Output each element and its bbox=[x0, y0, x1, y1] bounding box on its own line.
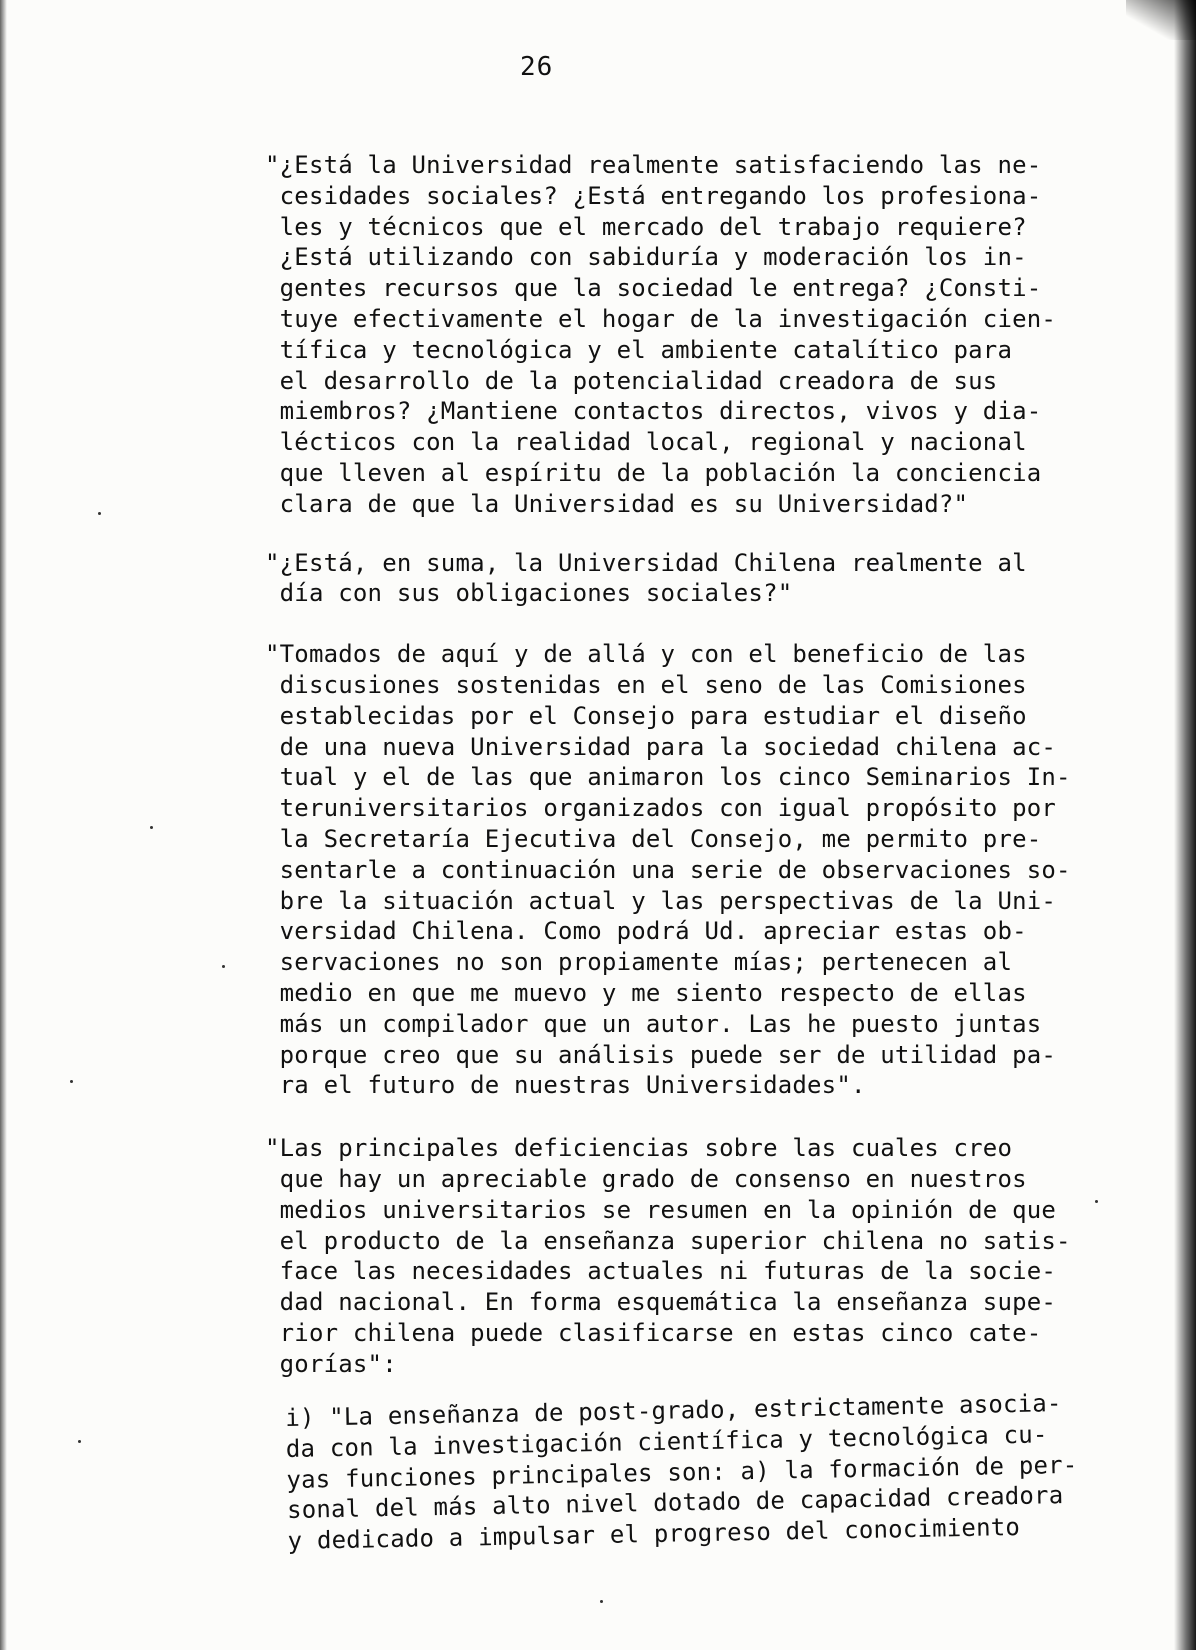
paragraph-quote-university-questions: "¿Está la Universidad realmente satisfaciendo las ne- cesidades sociales? ¿Está entregando los profesiona- les y técnicos que el mercado del trabajo requiere? ¿Está utilizando con sabiduría y moderación los in- gentes recursos que la sociedad le entrega? ¿Consti- tuye efectivamente el hogar de la investigación cien- tífica y tecnológica y el ambiente catalítico para el desarrollo de la potencialidad creadora de sus miembros? ¿Mantiene contactos directos, vivos y dia- lécticos con la realidad local, regional y nacional que lleven al espíritu de la población la conciencia clara de que la Universidad es su Universidad?" bbox=[265, 151, 1057, 518]
paragraph-quote-deficiencies: "Las principales deficiencias sobre las cuales creo que hay un apreciable grado de consenso en nuestros medios universitarios se resumen en la opinión de que el producto de la enseñanza superior chilena no satis- face las necesidades actuales ni futuras de la socie- dad nacional. En forma esquemática la enseñanza supe- rior chilena puede clasificarse en estas cinco cate- gorías": bbox=[265, 1134, 1071, 1378]
page-number: 26 bbox=[520, 52, 554, 82]
paragraph-quote-observations: "Tomados de aquí y de allá y con el beneficio de las discusiones sostenidas en el seno de las Comisiones establecidas por el Consejo para estudiar el diseño de una nueva Universidad para la sociedad chilena ac- tual y el de las que animaron los cinco Seminarios In- teruniversitarios organizados con igual propósito por la Secretaría Ejecutiva del Consejo, me permito pre- sentarle a continuación una serie de observaciones so- bre la situación actual y las perspectivas de la Uni- versidad Chilena. Como podrá Ud. apreciar estas ob- servaciones no son propiamente mías; pertenecen al medio en que me muevo y me siento respecto de ellas más un compilador que un autor. Las he puesto juntas porque creo que su análisis puede ser de utilidad pa- ra el futuro de nuestras Universidades". bbox=[265, 640, 1071, 1100]
scan-left-shadow bbox=[0, 0, 7, 1650]
scan-speck bbox=[70, 1080, 73, 1083]
scan-corner-shadow bbox=[1126, 0, 1196, 40]
scan-speck bbox=[150, 826, 153, 829]
scan-speck bbox=[98, 512, 101, 515]
scan-speck bbox=[222, 965, 225, 968]
scan-right-shadow bbox=[1174, 0, 1196, 1650]
scan-speck bbox=[1095, 1200, 1098, 1203]
paragraph-list-item-postgraduate: i) "La enseñanza de post-grado, estrictamente asocia- da con la investigación científica y tecnológica cu- yas funciones principales son: a) la formación de per- sonal del más alto nivel dotado de capacidad creadora y dedicado a impulsar el progreso del conocimiento bbox=[285, 1389, 1078, 1556]
document-body bbox=[265, 150, 1125, 1585]
scan-speck bbox=[78, 1440, 81, 1443]
paragraph-quote-social-obligations: "¿Está, en suma, la Universidad Chilena realmente al día con sus obligaciones sociales?" bbox=[265, 548, 1027, 608]
scan-speck bbox=[600, 1600, 603, 1603]
